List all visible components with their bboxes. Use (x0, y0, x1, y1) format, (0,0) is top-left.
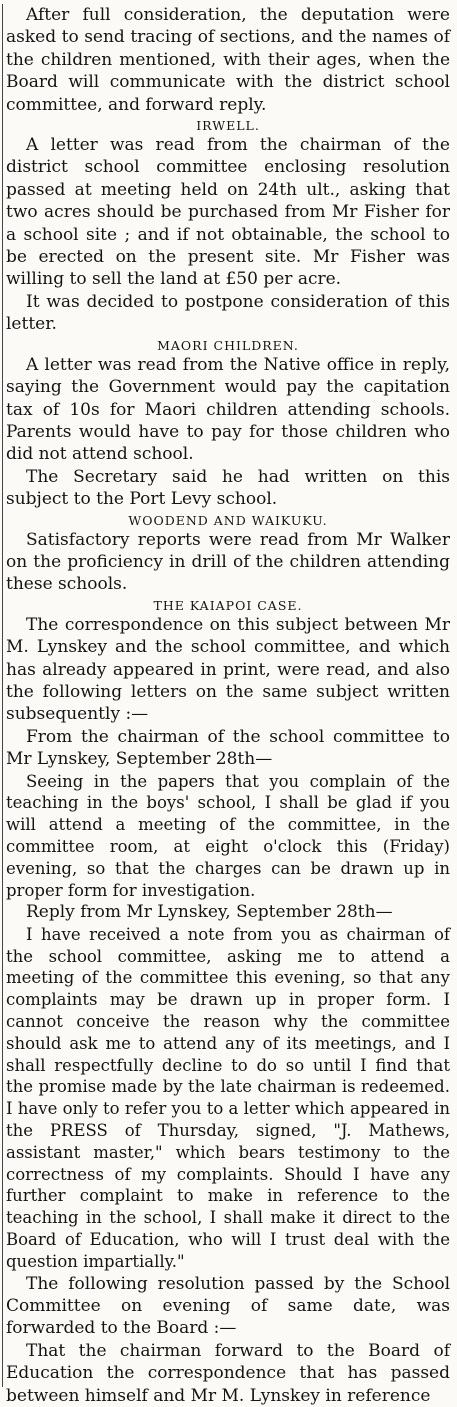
paragraph-chairman-letter: Seeing in the papers that you complain of the teaching in the boys' school, I shall be glad if you will attend a meeting of the committee, in the committee room, at eight o'clock this (Friday) evening, so that the charges can be drawn up in proper form for investigation. (6, 771, 450, 900)
paragraph-resolution-text: That the chairman forward to the Board of Education the correspondence that has passed between himself and Mr M. Lynskey in reference (6, 1340, 450, 1406)
paragraph-from-chairman: From the chairman of the school committee to Mr Lynskey, September 28th— (6, 726, 450, 770)
section-heading-woodend-waikuku: WOODEND AND WAIKUKU. (128, 512, 328, 528)
paragraph-deputation: After full consideration, the deputation were asked to send tracing of sections, and the names of the children mentioned, with their ages, when the Board will communicate with the district school committee, and forward reply. (6, 5, 450, 115)
paragraph-correspondence: The correspondence on this subject between Mr M. Lynskey and the school committee, and which has already appeared in print, were read, and also the following letters on the same subject written subsequently :— (6, 614, 450, 725)
paragraph-lynskey-letter: I have received a note from you as chairman of the school committee, asking me to attend a meeting of the committee this evening, so that any complaints may be drawn up in proper form. I cannot conceive the reason why the committee should ask me to attend any of its meetings, and I shall respectfully decline to do so until I find that the promise made by the late chairman is redeemed. I have only to refer you to a letter which appeared in the PRESS of Thursday, signed, "J. Mathews, assistant master," which bears testimony to the correctness of my complaints. Should I have any further complaint to make in reference to the teaching in the school, I shall make it direct to the Board of Education, who will I trust deal with the question impartially." (6, 924, 450, 1271)
paragraph-secretary: The Secretary said he had written on this subject to the Port Levy school. (6, 466, 450, 510)
paragraph-drill-reports: Satisfactory reports were read from Mr Walker on the proficiency in drill of the children attending these schools. (6, 529, 450, 595)
paragraph-irwell-letter: A letter was read from the chairman of the district school committee enclosing resolution passed at meeting held on 24th ult., asking that two acres should be purchased from Mr Fisher for a school site ; and if not obtainable, the school to be erected on the present site. Mr Fisher was willing to sell the land at £50 per acre. (6, 135, 450, 290)
paragraph-reply-heading: Reply from Mr Lynskey, September 28th— (26, 902, 393, 923)
paragraph-irwell-decision: It was decided to postpone consideration of this letter. (6, 291, 450, 335)
newspaper-column (6, 4, 450, 1407)
paragraph-native-office: A letter was read from the Native office in reply, saying the Government would pay the capitation tax of 10s for Maori children attending schools. Parents would have to pay for those children who did not attend school. (6, 354, 450, 465)
section-heading-kaiapoi-case: THE KAIAPOI CASE. (153, 597, 303, 613)
section-heading-maori-children: MAORI CHILDREN. (157, 337, 299, 353)
section-heading-irwell: IRWELL. (196, 118, 260, 134)
paragraph-resolution: The following resolution passed by the School Committee on evening of same date, was forwarded to the Board :— (6, 1273, 450, 1339)
